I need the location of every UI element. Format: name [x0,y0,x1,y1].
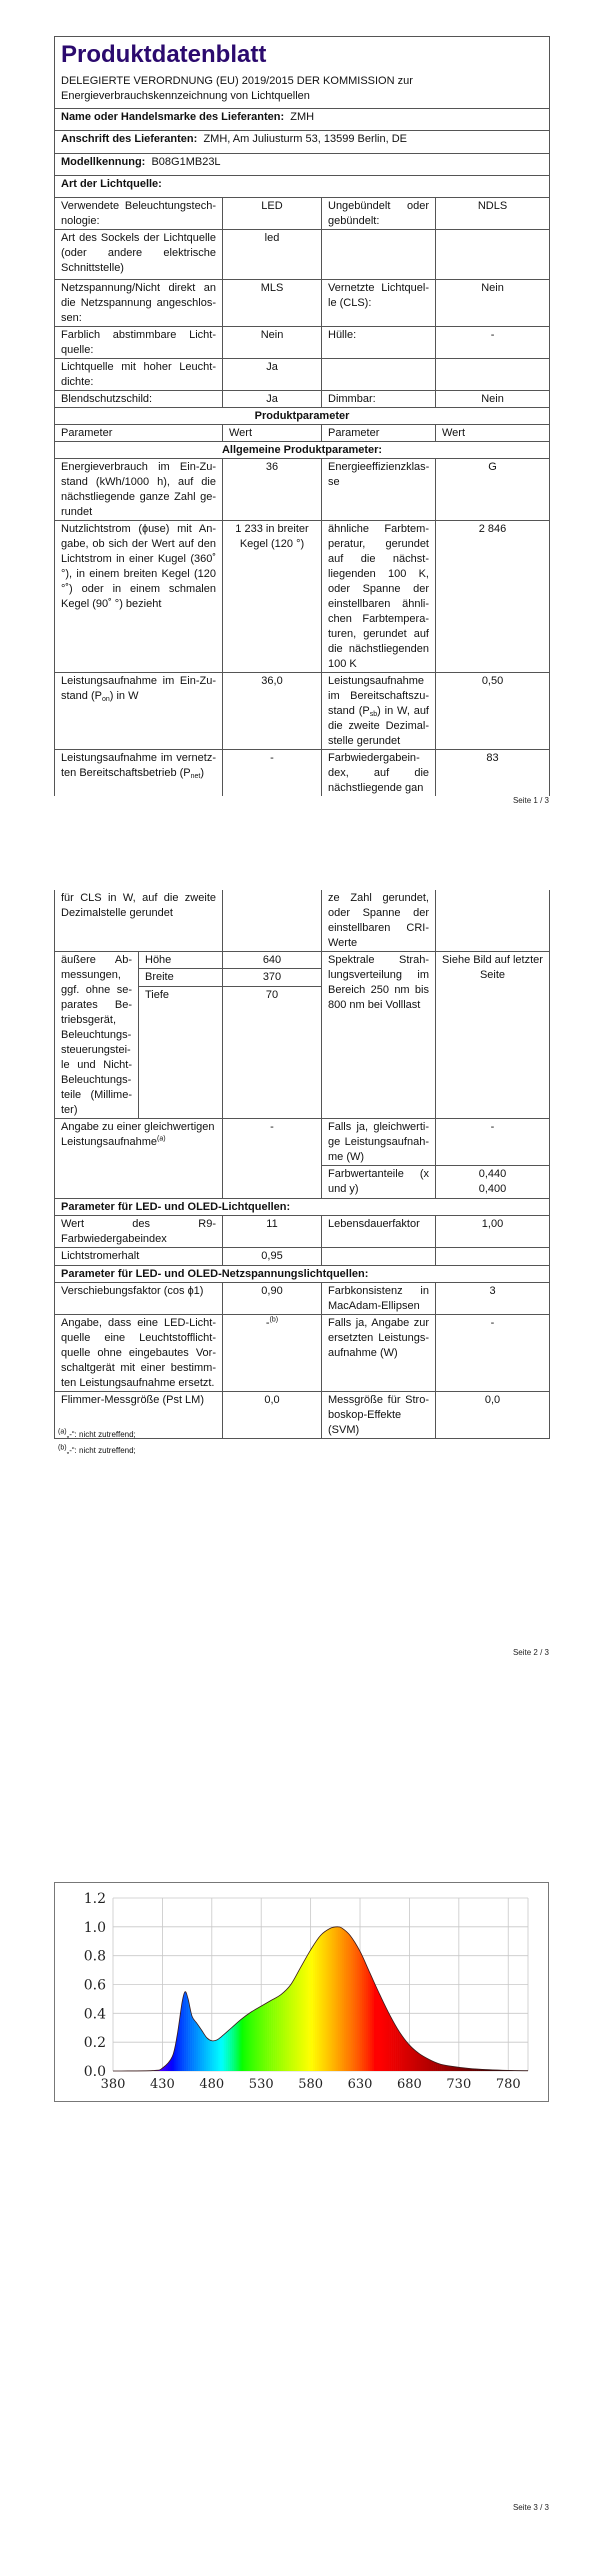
x-tick-label: 580 [298,2077,324,2092]
param-value: led [223,230,322,280]
footnote-b [58,1446,136,1455]
dimension-depth-value: 70 [223,986,322,1118]
column-header: Parameter [322,425,436,442]
x-tick-label: 730 [446,2077,472,2092]
chromaticity-y: 0,400 [478,1183,507,1195]
param-value: NDLS [436,198,550,230]
model-row [55,154,550,176]
table-row [55,359,550,391]
cri-label: Farbwiedergabeindex, auf die nächstliegende gan [322,750,436,797]
spectral-value: Siehe Bild auf letzter Seite [436,952,550,1119]
displacement-factor-label: Verschiebungsfaktor (cos ɸ1) [55,1283,223,1315]
footnote-ref: (b) [269,1316,279,1324]
param-value: Ja [223,359,322,391]
supplier-address-row [55,131,550,154]
column-header: Wert [436,425,550,442]
footnote-text: „-“: nicht zutreffend; [66,1430,136,1439]
y-tick-label: 1.2 [83,1891,106,1907]
table-row [55,230,550,280]
x-tick-label: 430 [149,2077,175,2092]
param-value: 1 233 in breiter Kegel (120 °) [223,521,322,673]
supplier-name-row [55,109,550,131]
displacement-factor-value: 0,90 [223,1283,322,1315]
param-label: Hülle: [322,327,436,359]
x-axis-labels [101,2077,521,2092]
param-label: Dimmbar: [322,391,436,408]
text: Leistungsaufnahme im vernetzten Bereitschaftsbetrieb (P [61,752,216,779]
page-title: Produktdatenblatt [61,41,267,68]
y-tick-label: 0.8 [83,1948,106,1965]
chromaticity-values [436,1166,550,1199]
param-value: - [436,327,550,359]
dimension-depth-label: Tiefe [139,986,223,1118]
x-tick-label: 680 [397,2077,422,2092]
table-row [55,1248,550,1266]
param-label: Art des Sockels der Lichtquelle (oder andere elektrische Schnittstelle) [55,230,223,280]
footnote-ref: (a) [157,1135,166,1143]
y-tick-label: 0.6 [83,1977,106,1994]
footnote-mark: (a) [58,1428,67,1436]
svm-label: Messgröße für Stroboskop-Effekte (SVM) [322,1392,436,1439]
footnote-text: „-“: nicht zutreffend; [66,1446,136,1455]
param-label: Nutzlichtstrom (ɸuse) mit Angabe, ob sich der Wert auf den Lichtstrom in einer Kugel (360˚ °), in einem breiten Kegel (120 °˚) oder in einem schmalen Kegel (90˚ °) bezieht [55,521,223,673]
light-source-type-heading: Art der Lichtquelle: [55,176,550,198]
page-number: Seite 2 / 3 [512,1648,549,1657]
product-datasheet-table-page2 [54,890,550,1439]
table-row [55,521,550,673]
param-label [322,230,436,280]
empty-cell [322,1248,436,1266]
footnote-a [58,1430,136,1439]
param-value [436,230,550,280]
lumen-maintenance-label: Lichtstromerhalt [55,1248,223,1266]
y-tick-label: 1.0 [83,1919,106,1936]
text: Leistungsaufnahme im Ein-Zustand (P [61,675,216,702]
empty-cell [436,890,550,952]
power-standby-label [322,673,436,750]
param-value [436,359,550,391]
y-tick-label: 0.0 [83,2064,106,2080]
text: Leistungsaufnahme im Bereitschaftszustand (P [328,675,429,717]
table-row [55,1315,550,1392]
chromaticity-label: Farbwertanteile (x und y) [322,1166,436,1199]
general-parameters-heading: Allgemeine Produktparameter: [55,442,550,459]
table-row [55,459,550,521]
param-label: Farblich abstimmbare Lichtquelle: [55,327,223,359]
r9-value: 11 [223,1216,322,1248]
text: ) [200,767,205,779]
table-row [55,750,550,797]
page-number: Seite 3 / 3 [512,2503,549,2512]
power-net-value: - [223,750,322,797]
param-label [322,359,436,391]
param-value: Nein [436,280,550,327]
y-tick-label: 0.4 [83,2006,106,2023]
cri-label-cont: ze Zahl gerundet, oder Spanne der einstellbaren CRI-Werte [322,890,436,952]
param-value: G [436,459,550,521]
param-label: Netzspannung/Nicht direkt an die Netzspannung angeschlossen: [55,280,223,327]
param-value: Nein [436,391,550,408]
x-tick-label: 630 [347,2077,373,2092]
x-tick-label: 380 [100,2077,126,2092]
subscript: sb [369,711,378,718]
product-datasheet-table-page1 [54,36,550,796]
header-cell [55,37,550,109]
text: ) in W, auf die zweite Dezimalstelle gerundet [328,705,429,747]
led-parameters-heading: Parameter für LED- und OLED-Lichtquellen: [55,1199,550,1216]
regulation-line-1: DELEGIERTE VERORDNUNG (EU) 2019/2015 DER KOMMISSION zur [61,75,413,87]
survival-factor-label: Lebensdauerfaktor [322,1216,436,1248]
equivalent-power-value: - [223,1119,322,1199]
macadam-label: Farbkonsistenz in MacAdam-Ellipsen [322,1283,436,1315]
supplier-name: ZMH [290,111,315,123]
chromaticity-x: 0,440 [478,1168,507,1180]
footnote-mark: (b) [58,1444,67,1452]
column-header: Wert [223,425,322,442]
spectral-label: Spektrale Strahlungsverteilung im Bereich 250 nm bis 800 nm bei Volllast [322,952,436,1119]
table-row [55,890,550,952]
param-label: Verwendete Beleuchtungstechnologie: [55,198,223,230]
dimension-height-value: 640 [223,952,322,969]
param-label: Energieeffizienzklasse [322,459,436,521]
table-row [55,327,550,359]
power-on-label [55,673,223,750]
power-standby-value: 0,50 [436,673,550,750]
param-value: Ja [223,391,322,408]
table-row [55,952,550,969]
product-parameters-heading: Produktparameter [55,408,550,425]
table-row [55,391,550,408]
page-number: Seite 1 / 3 [512,796,549,805]
y-tick-label: 0.2 [83,2035,106,2052]
table-row [55,1283,550,1315]
table-row [55,280,550,327]
lumen-maintenance-value: 0,95 [223,1248,322,1266]
text: Angabe zu einer gleichwertigen Leistungsaufnahme [61,1121,215,1148]
x-tick-label: 480 [199,2077,225,2092]
param-label: ähnliche Farbtemperatur, gerundet auf die nächstliegenden 100 K, oder Spanne der einstellbaren ähnlichen Farbtemperaturen, gerundet auf die nächstliegenden 100 K [322,521,436,673]
flicker-value: 0,0 [223,1392,322,1439]
replacement-if-value: - [436,1315,550,1392]
param-label: Ungebündelt oder gebündelt: [322,198,436,230]
param-value: 36 [223,459,322,521]
power-on-value: 36,0 [223,673,322,750]
spectral-distribution-chart [54,1882,549,2102]
subscript: on [101,696,110,703]
power-net-label-cont: für CLS in W, auf die zweite Dezimalstelle gerundet [55,890,223,952]
text: - [265,1317,270,1329]
param-value: LED [223,198,322,230]
param-value: Nein [223,327,322,359]
param-label: Lichtquelle mit hoher Leuchtdichte: [55,359,223,391]
model-id: B08G1MB23L [151,156,221,168]
table-row [55,198,550,230]
equivalent-power-label [55,1119,223,1199]
param-value: MLS [223,280,322,327]
r9-label: Wert des R9-Farbwiedergabeindex [55,1216,223,1248]
replacement-if-label: Falls ja, Angabe zur ersetzten Leistungsaufnahme (W) [322,1315,436,1392]
dimensions-label: äußere Abmessungen, ggf. ohne separates Betriebsgerät, Beleuchtungssteuerungsteile und Nicht-Beleuchtungsteile (Millimeter) [55,952,139,1119]
svm-value: 0,0 [436,1392,550,1439]
power-net-label [55,750,223,797]
param-value: 2 846 [436,521,550,673]
model-label: Modellkennung: [61,156,146,168]
supplier-address-label: Anschrift des Lieferanten: [61,133,198,145]
param-label: Blendschutzschild: [55,391,223,408]
cri-value: 83 [436,750,550,797]
subscript: net [190,773,201,780]
dimension-width-value: 370 [223,969,322,986]
dimension-height-label: Höhe [139,952,223,969]
dimension-width-label: Breite [139,969,223,986]
regulation-line-2: Energieverbrauchskennzeichnung von Lichtquellen [61,90,310,102]
column-header: Parameter [55,425,223,442]
flicker-label: Flimmer-Messgröße (Pst LM) [55,1392,223,1439]
text: ) in W [109,690,139,702]
equivalent-power-if-label: Falls ja, gleichwertige Leistungsaufnahme (W) [322,1119,436,1166]
empty-cell [436,1248,550,1266]
empty-cell [223,890,322,952]
x-tick-label: 780 [495,2077,521,2092]
replacement-label: Angabe, dass eine LED-Lichtquelle eine Leuchtstofflichtquelle ohne eingebautes Vorschaltgerät mit einer bestimmten Leistungsaufnahme ersetzt. [55,1315,223,1392]
supplier-address: ZMH, Am Juliusturm 53, 13599 Berlin, DE [203,133,408,145]
mains-parameters-heading: Parameter für LED- und OLED-Netzspannungslichtquellen: [55,1266,550,1283]
x-tick-label: 530 [248,2077,274,2092]
replacement-value [223,1315,322,1392]
table-row [55,1216,550,1248]
table-row [55,1119,550,1166]
macadam-value: 3 [436,1283,550,1315]
supplier-name-label: Name oder Handelsmarke des Lieferanten: [61,111,285,123]
column-header-row [55,425,550,442]
equivalent-power-if-value: - [436,1119,550,1166]
table-row [55,673,550,750]
param-label: Energieverbrauch im Ein-Zustand (kWh/1000 h), auf die nächstliegende ganze Zahl gerundet [55,459,223,521]
survival-factor-value: 1,00 [436,1216,550,1248]
param-label: Vernetzte Lichtquelle (CLS): [322,280,436,327]
